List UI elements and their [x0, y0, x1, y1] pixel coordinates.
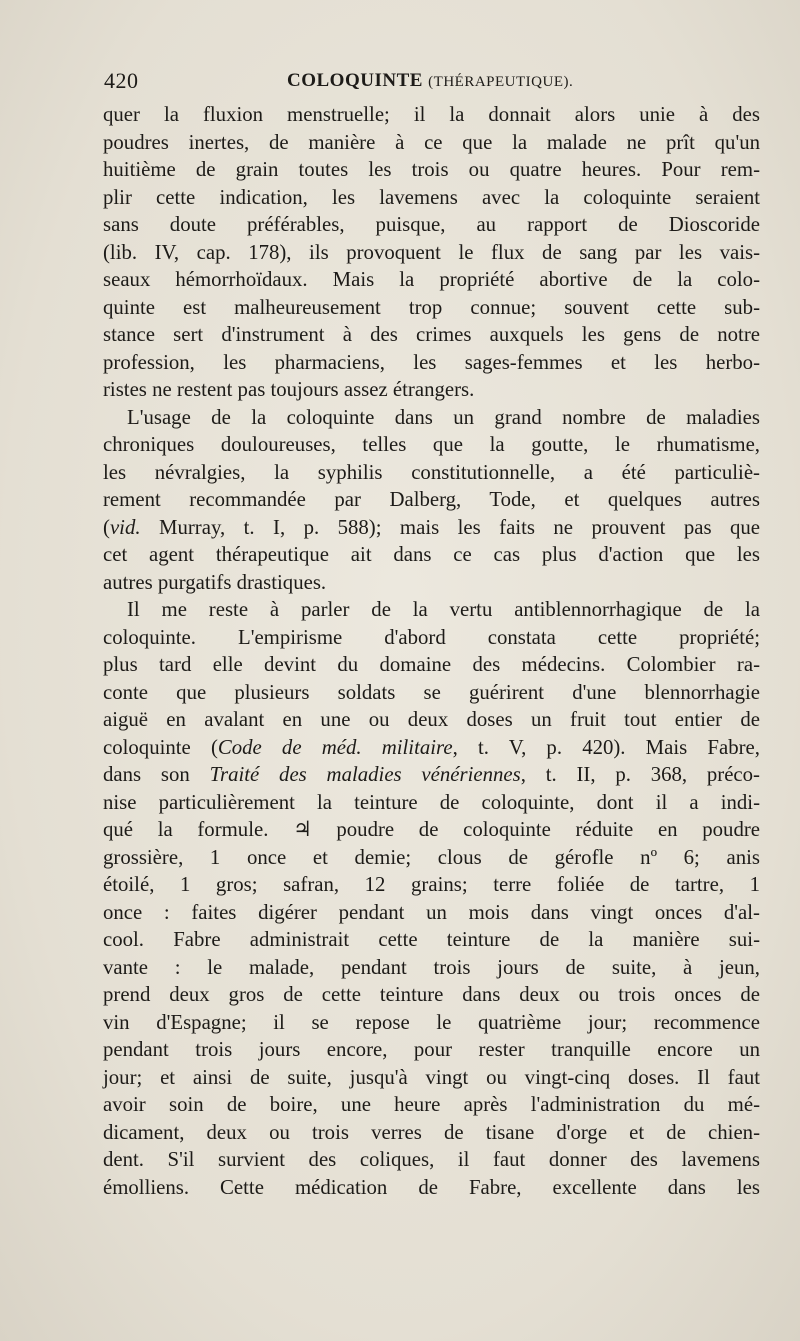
text-line: seaux hémorrhoïdaux. Mais la propriété abortive de la colo- [103, 268, 760, 291]
text-line: prend deux gros de cette teinture dans deux ou trois onces de [103, 983, 760, 1006]
text-line: quer la fluxion menstruelle; il la donnait alors unie à des [103, 103, 760, 126]
traite-title: Traité des maladies vénériennes [209, 763, 521, 786]
text-line: émolliens. Cette médication de Fabre, excellente dans les [103, 1175, 760, 1199]
text-line: once : faites digérer pendant un mois dans vingt onces d'al- [103, 900, 760, 924]
traite-post: , t. II, p. 368, préco- [520, 763, 760, 786]
paragraph-end-line: ristes ne restent pas toujours assez étrangers. [103, 378, 475, 401]
paragraph-end-line: autres purgatifs drastiques. [103, 570, 327, 594]
text-line: profession, les pharmaciens, les sages-femmes et les herbo- [103, 350, 760, 374]
text-line-code-citation [103, 734, 760, 762]
paragraph-start-line: L'usage de la coloquinte dans un grand nombre de maladies [127, 405, 760, 429]
text-line: plir cette indication, les lavemens avec la coloquinte seraient [103, 185, 760, 209]
text-line: plus tard elle devint du domaine des médecins. Colombier ra- [103, 653, 760, 676]
murray-post: Murray, t. I, p. 588); mais les faits ne prouvent pas que [140, 515, 760, 539]
text-line: dicament, deux ou trois verres de tisane d'orge et de chien- [103, 1120, 760, 1144]
code-post: , t. V, p. 420). Mais Fabre, [452, 735, 760, 759]
traite-pre: dans son [103, 763, 210, 786]
text-line: cet agent thérapeutique ait dans ce cas plus d'action que les [103, 543, 760, 566]
text-line-traite-citation [103, 761, 760, 789]
text-line: avoir soin de boire, une heure après l'administration du mé- [103, 1093, 760, 1116]
text-line: conte que plusieurs soldats se guérirent d'une blennorrhagie [103, 680, 760, 704]
text-line: vante : le malade, pendant trois jours de suite, à jeun, [103, 955, 760, 979]
text-line: poudres inertes, de manière à ce que la malade ne prît qu'un [103, 130, 760, 154]
text-line: stance sert d'instrument à des crimes auxquels les gens de notre [103, 323, 760, 346]
body-text [103, 101, 760, 1201]
text-line: pendant trois jours encore, pour rester tranquille encore un [103, 1038, 760, 1061]
code-pre: coloquinte ( [103, 735, 218, 759]
text-line: vin d'Espagne; il se repose le quatrième jour; recommence [103, 1010, 760, 1034]
paragraph-start-line: Il me reste à parler de la vertu antiblennorrhagique de la [127, 598, 760, 621]
text-line: sans doute préférables, puisque, au rapport de Dioscoride [103, 213, 760, 236]
text-line: cool. Fabre administrait cette teinture de la manière sui- [103, 928, 760, 951]
running-head [287, 70, 573, 92]
page-header [104, 68, 760, 98]
text-line: huitième de grain toutes les trois ou quatre heures. Pour rem- [103, 158, 760, 181]
text-line: grossière, 1 once et demie; clous de gérofle nº 6; anis [103, 845, 760, 869]
text-line: étoilé, 1 gros; safran, 12 grains; terre foliée de tartre, 1 [103, 873, 760, 896]
text-line: aiguë en avalant en une ou deux doses un fruit tout entier de [103, 708, 760, 731]
text-line: dent. S'il survient des coliques, il faut donner des lavemens [103, 1148, 760, 1171]
vid-abbrev: vid. [109, 515, 141, 539]
text-line: nise particulièrement la teinture de coloquinte, dont il a indi- [103, 790, 760, 814]
text-line: qué la formule. ♃ poudre de coloquinte réduite en poudre [103, 818, 760, 841]
page-number: 420 [104, 68, 139, 93]
text-line: rement recommandée par Dalberg, Tode, et quelques autres [103, 488, 760, 511]
running-subtitle: (THÉRAPEUTIQUE). [428, 74, 574, 90]
text-line: quinte est malheureusement trop connue; souvent cette sub- [103, 295, 760, 319]
code-title: Code de méd. militaire [217, 735, 453, 759]
text-line: (lib. IV, cap. 178), ils provoquent le flux de sang par les vais- [103, 240, 760, 264]
text-line: les névralgies, la syphilis constitutionnelle, a été particuliè- [103, 460, 760, 484]
text-line: jour; et ainsi de suite, jusqu'à vingt ou vingt-cinq doses. Il faut [103, 1065, 760, 1089]
murray-pre: ( [103, 515, 110, 539]
text-line: coloquinte. L'empirisme d'abord constata cette propriété; [103, 625, 760, 649]
running-title: COLOQUINTE [287, 70, 423, 91]
text-line-murray [103, 514, 760, 542]
text-line: chroniques douloureuses, telles que la goutte, le rhumatisme, [103, 433, 760, 456]
